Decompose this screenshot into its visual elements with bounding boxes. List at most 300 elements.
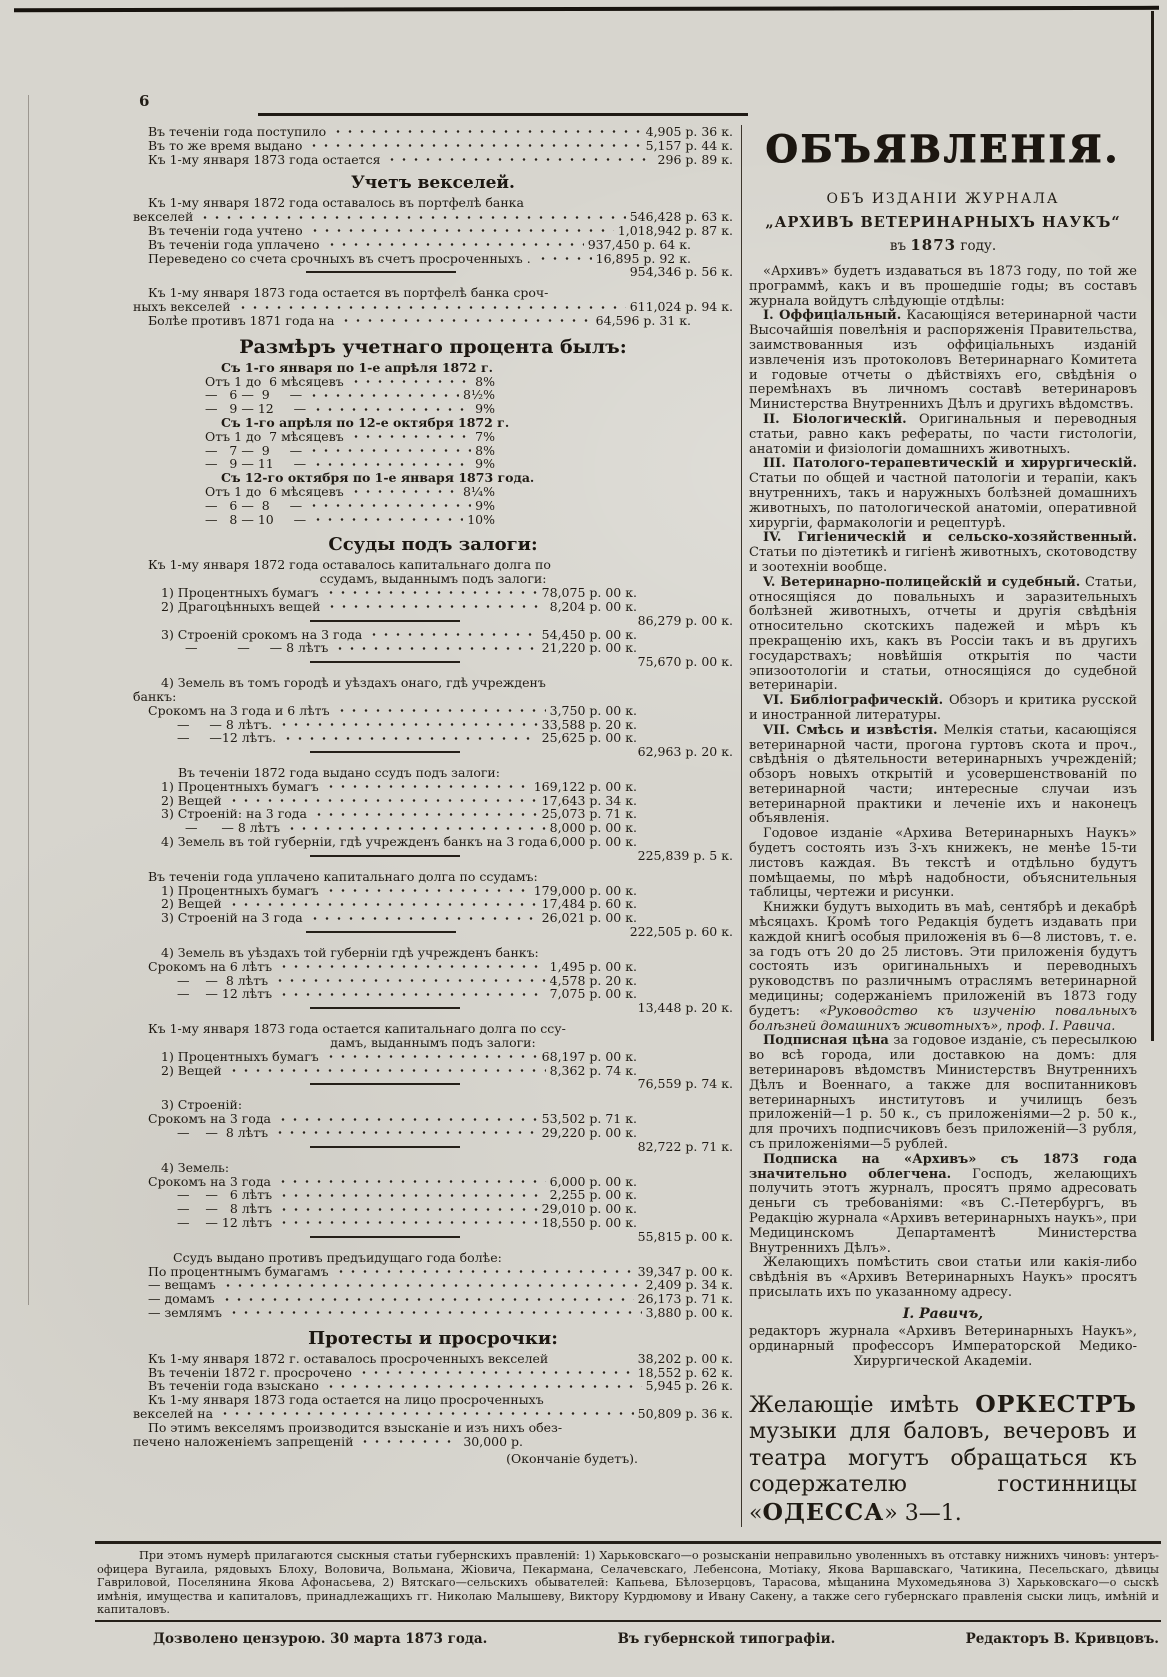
dot-leader [226,1307,642,1318]
ledger-row [133,1188,733,1202]
announcement-paragraph [749,694,1137,724]
ledger-row [133,821,733,835]
ledger-row-amount: 53,502 р. 71 к. [541,1111,637,1127]
ledger-row [133,1379,733,1393]
ledger-row-amount: 17,484 р. 60 к. [541,896,637,912]
dot-leader [333,1266,634,1277]
imprint-line [95,1631,1161,1647]
ledger-row-label: Въ теченіи 1872 г. просрочено [148,1364,352,1380]
dot-leader [338,315,591,326]
ledger-row [133,1265,733,1279]
ledger-row-label: 3) Строеній срокомъ на 3 года [161,626,363,642]
ledger-row-amount: 3,750 р. 00 к. [549,702,637,718]
total-amount: 954,346 р. 56 к. [629,264,733,280]
ledger-row [133,430,733,444]
paragraph-text: за годовое изданіе, съ пересылкою во всѣ города, или доставкою на домъ: для ветеринаровъ вѣдомствъ Министерствъ Внутреннихъ Дѣлъ и Военнаго, а также для воспитанниковъ ветеринарныхъ институтовъ и училищъ безъ приложеній—1 р. 50 к., съ приложеніями—2 р. 50 к., для прочихъ подписчиковъ безъ приложеній—3 рубля, съ приложеніями—5 рублей. [749,1033,1137,1153]
ledger-row-label: Срокомъ на 6 лѣтъ [148,958,273,974]
announcement-paragraph [749,1034,1137,1152]
ledger-row [133,300,733,314]
dot-leader [275,1114,538,1125]
ledger-row-amount: 5,945 р. 26 к. [645,1378,733,1394]
ledger-row-amount: 4,578 р. 20 к. [549,972,637,988]
dot-leader [323,1051,538,1062]
ledger-row [133,586,733,600]
dot-leader [384,154,653,165]
orchestra-ad-text-3: » 3—1. [884,1500,962,1526]
dot-leader [226,1065,546,1076]
ledger-row-label: — землямъ [148,1305,222,1320]
ledger-row [133,1292,733,1306]
paragraph-text: Мелкія статьи, касающіяся ветеринарной части, прогона гуртовъ скота и проч., свѣдѣнія о дѣятельности ветеринарныхъ учрежденій; обзоръ новыхъ открытій и усовершенствованій по ветеринарной части; интересные случаи изъ ветеринарной практики и леченіе ихъ и наконецъ объявленія. [749,722,1137,827]
announcement-paragraphs [749,265,1137,1301]
appendix-note: При этомъ нумерѣ прилагаются сыскныя статьи губернскихъ правленій: 1) Харьковскаго—о розысканіи неправильно уволенныхъ въ отставку нижнихъ чиновъ: унтеръ-офицера Вугаила, рядовыхъ Блоху, Воловича, Вольмана, Жіовича, Пекармана, Селачевскаго, Лебенсона, Мотіаку, Якова Варшавскаго, Чатикина, Песельскаго, дѣвицы Гавриловой, Поселянина Якова Афонасьева, 2) Вятскаго—сельскихъ обывателей: Капьева, Бѣлозерцовъ, Тарасова, мѣщанина Мухомедьянова 3) Харьковскаго—о сыскѣ имѣнія, имущества и капиталовъ, принадлежащихъ гг. Николаю Малышеву, Виктору Курдюмову и Ивану Сакену, а также сего губернскаго правленія сыски лицъ, имѣній и капиталовъ. [97,1549,1159,1616]
ledger-row [133,224,733,238]
ledger-text-line: Съ 12-го октября по 1-е января 1873 года. [221,470,535,486]
ledger-text-line: Съ 1-го апрѣля по 12-е октября 1872 г. [221,414,510,430]
ledger-row-amount: 68,197 р. 00 к. [541,1048,637,1064]
ledger-row-label: векселей [133,209,194,225]
ledger-row-label: — 8 — 10 — [205,511,307,527]
ledger-row [133,628,733,642]
ledger-row-label: 3) Строеній на 3 года [161,910,303,926]
ledger-text-line: Къ 1-му января 1872 года оставалось въ портфелѣ банка [148,195,524,211]
page-footer [95,1541,1161,1647]
ledger-row-amount: 9% [475,456,495,472]
ledger-row-amount: 78,075 р. 00 к. [541,584,637,600]
footer-rule-top [95,1541,1161,1544]
dot-leader [220,1280,642,1291]
ledger-row [133,485,733,499]
ledger-row [133,1126,733,1140]
ledger-row-label: — 9 — 11 — [205,456,307,472]
ledger-row-label: — 6 — 9 — [205,387,303,403]
ledger-row-amount: 64,596 р. 31 к. [595,312,691,328]
ledger-row-label: 1) Процентныхъ бумагъ [161,1048,319,1064]
dot-leader [276,1190,546,1201]
dot-leader [356,1367,634,1378]
ledger-total-row [133,745,733,759]
orchestra-ad-text-1: Желающіе имѣть [749,1392,976,1418]
ledger-total-row [133,925,733,939]
ledger-row [133,1216,733,1230]
ledger-row-label: Срокомъ на 3 года [148,1111,271,1127]
ledger-row-label: — — 8 лѣтъ [177,1201,273,1217]
orchestra-ad-text-2: музыки для баловъ, вечеровъ и театра могутъ обращаться къ содержателю гостинницы « [749,1419,1137,1526]
ledger-row [133,125,733,139]
ledger-row-amount: 26,173 р. 71 к. [637,1291,733,1307]
ledger-row-amount: 29,010 р. 00 к. [541,1201,637,1217]
sum-rule [310,751,460,753]
paragraph-text: Касающіяся ветеринарной части Высочайшія повелѣнія и распоряженія Правительства, заимствованныя изъ оффиціальныхъ изданій извлеченія изъ протоколовъ Ветеринарнаго Комитета и годовые отчеты о дѣйствіяхъ его, свѣдѣнія о перемѣнахъ въ личномъ составѣ ветеринаровъ Министерства Внутреннихъ Дѣлъ и другихъ вѣдомствъ. [749,308,1138,413]
ledger-row-label: 1) Процентныхъ бумагъ [161,778,319,794]
ledger-row-label: печено наложеніемъ запрещеній [133,1433,354,1449]
dot-leader [324,239,584,250]
ledger-row-label: — домамъ [148,1291,215,1307]
dot-leader [310,404,471,415]
ledger-row-amount: 8¼% [463,483,495,499]
dot-leader [197,212,625,223]
ledger-row-label: — — 6 лѣтъ [177,1187,273,1203]
paragraph-text: Статьи, относящіяся до повальныхъ и заразительныхъ болѣзней животныхъ, отчеты и другія свѣдѣнія относительно скотскихъ падежей и мѣръ къ прекращенію ихъ, какъ въ Россіи такъ и въ другихъ государствахъ; новѣйшія открытія по части эпизоотологіи и статьи, относящіяся до судебной ветеринаріи. [749,574,1137,694]
ledger-row [133,139,733,153]
announcement-paragraph [749,265,1137,309]
paragraph-lead: I. Оффиціальный. [763,308,902,324]
ledger-row-label: Отъ 1 до 6 мѣсяцевъ [205,483,344,499]
ledger-row-amount: 2,255 р. 00 к. [549,1187,637,1203]
ledger-row [133,974,733,988]
ledger-text-line: Къ 1-му января 1872 года оставалось капитальнаго долга по [148,557,551,573]
orchestra-ad-bold-odessa: ОДЕССА [762,1497,885,1526]
ledger-row-amount: 937,450 р. 64 к. [587,236,691,252]
section-heading: Протесты и просрочки: [308,1327,558,1349]
censor-line: Дозволено цензурою. 30 марта 1873 года. [153,1631,488,1648]
paragraph-lead: Подписка на «Архивъ» съ 1873 года значительно облегчена. [749,1151,1137,1182]
dot-leader [334,705,546,716]
ledger-row [133,444,733,458]
ledger-row-label: 3) Строеній: на 3 года [161,806,307,822]
ledger-total-row [133,265,733,279]
ledger-text-line: Ссудъ выдано противъ предъидущаго года болѣе: [173,1249,502,1265]
ledger-total-row [133,1140,733,1154]
ledger-text-line: По этимъ векселямъ производится взысканіе и изъ нихъ обез- [148,1419,563,1435]
ledger-row-label: Отъ 1 до 6 мѣсяцевъ [205,373,344,389]
ledger-row [133,600,733,614]
ledger-row [133,238,733,252]
paragraph-lead: VI. Библіографическій. [763,693,944,709]
paragraph-lead: IV. Гигіеническій и сельско-хозяйственный. [763,530,1137,546]
dot-leader [348,376,471,387]
ledger-row-label: — —12 лѣтъ. [177,730,277,746]
ledger-row [133,1435,733,1449]
ledger-text-line: Къ 1-му января 1873 года остается капитальнаго долга по ссу- [148,1021,566,1037]
ledger-row [133,807,733,821]
ledger-row-amount: 546,428 р. 63 к. [629,209,733,225]
sum-rule [310,620,460,622]
ledger-text-line: Къ 1-му января 1873 года остается въ портфелѣ банка сроч- [148,285,549,301]
ledger-row-label: — 6 — 8 — [205,497,303,513]
total-amount: 225,839 р. 5 к. [637,847,733,863]
ledger-row-label: 1) Процентныхъ бумагъ [161,882,319,898]
ledger-row-label: — 7 — 9 — [205,442,303,458]
sum-rule [306,271,456,273]
paragraph-text: Господъ, желающихъ получить этотъ журналъ, просятъ прямо адресовать деньги съ требованіями: «въ С.-Петербургъ, въ Редакцію журнала «Архивъ ветеринарныхъ наукъ», при Медицинскомъ Департаментѣ Министерства Внутреннихъ Дѣлъ». [749,1166,1137,1256]
ledger-row-amount: 25,073 р. 71 к. [541,806,637,822]
ledger-text-line: Къ 1-му января 1873 года остается на лицо просроченныхъ [148,1392,544,1408]
dot-leader [280,733,538,744]
ledger-row [133,731,733,745]
ledger-row-amount: 8,000 р. 00 к. [549,820,637,836]
ledger-row [133,1064,733,1078]
ledger-row-label: Къ 1-му января 1873 года остается [148,151,381,167]
dot-leader [348,486,459,497]
announcement-paragraph [749,531,1137,575]
printer-line: Въ губернской типографіи. [617,1631,836,1648]
ledger-row [133,457,733,471]
total-amount: 82,722 р. 71 к. [637,1138,733,1154]
paragraph-text: Книжки будутъ выходить въ маѣ, сентябрѣ и декабрѣ мѣсяцахъ. Кромѣ того Редакція будетъ издавать при каждой книгѣ особыя приложенія въ 6—8 листовъ, т. е. за годъ отъ 20 до 25 листовъ. Эти приложенія будутъ состоять изъ оригинальныхъ и переводныхъ руководствъ по различнымъ отраслямъ ветеринарной медицины; содержаніемъ приложеній въ 1873 году будетъ: [749,900,1137,1019]
ledger-total-row [133,849,733,863]
dot-leader [306,445,471,456]
section-heading: Размѣръ учетнаго процента былъ: [239,335,627,358]
ledger-row [133,704,733,718]
paragraph-text: Статьи по діэтетикѣ и гигіенѣ животныхъ, скотоводству и зоотехніи вообще. [749,545,1137,575]
dot-leader [311,809,538,820]
ledger-row-label: Переведено со счета срочныхъ въ счетъ просроченныхъ . [148,250,531,266]
paragraph-text: Обзоръ и критика русской и иностранной литературы. [749,693,1137,723]
ledger-row-amount: 7% [475,428,495,444]
ledger-row [133,210,733,224]
ledger-row-amount: 5,157 р. 44 к. [645,137,733,153]
ledger-row-label: — — 8 лѣтъ [177,1125,269,1141]
announcements-title: ОБЪЯВЛЕНІЯ. [765,127,1121,171]
total-amount: 13,448 р. 20 к. [637,1000,733,1016]
ledger-row [133,1202,733,1216]
ledger-row-label: Болѣе противъ 1871 года на [148,312,335,328]
dot-leader [235,302,626,313]
dot-leader [307,913,538,924]
ledger-row-amount: 169,122 р. 00 к. [533,778,637,794]
paragraph-lead: V. Ветеринарно-полицейскій и судебный. [763,574,1081,590]
paragraph-italic: «Руководство къ изученію повальныхъ болѣзней домашнихъ животныхъ», проф. І. Равича. [749,1003,1137,1034]
ledger-row-label: — — 12 лѣтъ [177,986,273,1002]
ledger-row [133,794,733,808]
orchestra-ad-bold-orkestr: ОРКЕСТРЪ [975,1389,1137,1418]
ledger-text-line: Въ теченіи 1872 года выдано ссудъ подъ залоги: [178,765,500,781]
ledger-row [133,402,733,416]
ledger-row [133,987,733,1001]
total-amount: 55,815 р. 00 к. [637,1228,733,1244]
paragraph-text: Статьи по общей и частной патологіи и терапіи, какъ внутреннихъ, такъ и наружныхъ болѣзней домашнихъ животныхъ, по патологической анатоміи, оперативной хирургіи, фармакологіи и рецептурѣ. [749,471,1137,531]
ledger-row-label: Къ 1-му января 1872 г. оставалось просроченныхъ векселей [148,1350,549,1366]
total-amount: 222,505 р. 60 к. [629,924,733,940]
ledger-row-amount: 8,204 р. 00 к. [549,598,637,614]
ledger-row-amount: 179,000 р. 00 к. [533,882,637,898]
signature-title: редакторъ журнала «Архивъ Ветеринарныхъ Наукъ», ординарный профессоръ Императорской Медико-Хирургической Академіи. [749,1323,1137,1369]
ledger-row-amount: 17,643 р. 34 к. [541,792,637,808]
ledger-row-amount: 16,895 р. 92 к. [595,250,691,266]
paragraph-lead: II. Біологическій. [763,411,907,427]
ledger-row-label: Срокомъ на 3 года и 6 лѣтъ [148,702,330,718]
announcement-paragraph [749,901,1137,1034]
ledger-row-amount: 38,202 р. 00 к. [637,1350,733,1366]
paragraph-text: Годовое изданіе «Архива Ветеринарныхъ Наукъ» будетъ состоять изъ 3-хъ книжекъ, не менѣе 15-ти листовъ каждая. Въ текстѣ и отдѣльно будутъ помѣщаемы, по мѣрѣ надобности, объяснительныя таблицы, чертежи и рисунки. [749,826,1137,901]
ledger-row-amount: 4,905 р. 36 к. [645,124,733,139]
total-amount: 75,670 р. 00 к. [637,654,733,670]
ledger-row-label: векселей на [133,1405,214,1421]
ledger-row [133,1352,733,1366]
ledger-row-amount: 7,075 р. 00 к. [549,986,637,1002]
ledger-row [133,1050,733,1064]
announcement-paragraph [749,1153,1137,1257]
dot-leader [310,459,471,470]
announcement-paragraph [749,827,1137,901]
ledger-row-label: 2) Вещей [161,792,222,808]
dot-leader [366,629,537,640]
dot-leader [226,795,538,806]
scan-edge-top [14,6,1159,12]
journal-year-pre: въ [889,238,911,254]
ledger-row-amount: 21,220 р. 00 к. [541,640,637,656]
announcements-column [749,125,1137,1527]
ledger-row-label: Въ теченіи года взыскано [148,1378,319,1394]
ledger-row-amount: 33,588 р. 20 к. [541,716,637,732]
journal-year: 1873 [910,236,957,254]
dot-leader [275,1176,546,1187]
ledger-row [133,499,733,513]
ledger-row-label: 2) Вещей [161,1062,222,1078]
dot-leader [324,601,545,612]
scan-edge-right [1151,11,1154,1041]
ledger-row [133,513,733,527]
ledger-text-line: 4) Земель въ томъ городѣ и уѣздахъ онаго, гдѣ учрежденъ [161,675,546,691]
ledger-row-label: — — 8 лѣтъ [177,972,269,988]
dot-leader [272,1127,538,1138]
scan-edge-left [28,95,29,1305]
sum-rule [310,1007,460,1009]
ledger-row [133,388,733,402]
paragraph-text: Желающихъ помѣстить свои статьи или какія-либо свѣдѣнія въ «Архивъ Ветеринарныхъ Наукъ» просятъ присылать ихъ по указанному адресу. [749,1255,1137,1300]
ledger-row-amount: 50,809 р. 36 к. [637,1405,733,1421]
ledger-row-amount: 25,625 р. 00 к. [541,730,637,746]
ledger-text-line: 4) Земель: [161,1159,230,1175]
sum-rule [310,855,460,857]
ledger-row-amount: 18,550 р. 00 к. [541,1215,637,1231]
dot-leader [307,225,614,236]
ledger-row-amount: 296 р. 89 к. [657,151,733,167]
dot-leader [323,781,530,792]
ledger-row [133,314,733,328]
ledger-row-amount: 8½% [463,387,495,403]
sum-rule [310,1236,460,1238]
dot-leader [357,1436,459,1447]
ledger-total-row [133,1001,733,1015]
ledger-row-label: — — 8 лѣтъ. [177,716,273,732]
ledger-total-row [133,655,733,669]
ledger-row [133,835,733,849]
ledger-row [133,153,733,167]
ledger-row [133,1278,733,1292]
ledger-row-label: По процентнымъ бумагамъ [148,1263,329,1279]
dot-leader [323,1381,642,1392]
ledger-text-line: Въ теченіи года уплачено капитальнаго долга по ссудамъ: [148,868,538,884]
ledger-row-amount: 2,409 р. 34 к. [645,1277,733,1293]
ledger-row-label: Въ то же время выдано [148,137,303,153]
signature-name: І. Равичъ, [902,1305,984,1322]
ledger-row-amount: 3,880 р. 00 к. [645,1305,733,1320]
announcement-paragraph [749,1256,1137,1300]
sum-rule [306,931,456,933]
announcement-paragraph [749,457,1137,531]
ledger-text-line: ссудамъ, выданнымъ подъ залоги: [319,571,547,587]
ledger-row-label: — вещамъ [148,1277,216,1293]
section-heading: Учетъ векселей. [351,173,515,194]
ledger-row-label: ныхъ векселей [133,299,231,315]
sum-rule [310,1083,460,1085]
total-amount: 86,279 р. 00 к. [637,612,733,628]
ledger-row-amount: 10% [467,511,495,527]
ledger-row-amount: 29,220 р. 00 к. [541,1125,637,1141]
dot-leader [306,390,459,401]
ledger-row-amount: 1,018,942 р. 87 к. [617,222,733,238]
ledger-row-label: 1) Процентныхъ бумагъ [161,584,319,600]
ledger-row-amount: 8% [475,442,495,458]
announcement-paragraph [749,413,1137,457]
ledger-row-amount: 8% [475,373,495,389]
dot-leader [284,823,546,834]
dot-leader [276,1204,538,1215]
total-amount: 62,963 р. 20 к. [637,744,733,760]
dot-leader [348,431,471,442]
dot-leader [332,643,537,654]
journal-header-line1: ОБЪ ИЗДАНІИ ЖУРНАЛА [826,191,1060,207]
section-heading: Ссуды подъ залоги: [328,534,538,556]
ledger-row [133,897,733,911]
sum-rule [310,1146,460,1148]
dot-leader [306,140,641,151]
ledger-row-amount: 1,495 р. 00 к. [549,958,637,974]
journal-year-post: году. [956,238,997,254]
page-content [97,92,1159,1648]
dot-leader [310,514,463,525]
ledger-row [133,884,733,898]
ledger-row-amount: 26,021 р. 00 к. [541,910,637,926]
ledger-row-amount: 6,000 р. 00 к. [549,1173,637,1189]
footer-rule-bottom [95,1620,1161,1622]
dot-leader [323,885,530,896]
dot-leader [276,989,546,1000]
top-rule [258,113,748,116]
total-amount: 76,559 р. 74 к. [637,1076,733,1092]
ledger-row-label: — — 12 лѣтъ [177,1215,273,1231]
dot-leader [219,1294,634,1305]
ledger-row-label: — — — 8 лѣтъ [185,640,329,656]
ledger-text-line: 4) Земель въ уѣздахъ той губерніи гдѣ учрежденъ банкъ: [161,945,539,961]
dot-leader [272,975,546,986]
journal-header-line2: „АРХИВЪ ВЕТЕРИНАРНЫХЪ НАУКЪ“ [765,214,1121,231]
paragraph-text: «Архивъ» будетъ издаваться въ 1873 году, по той же программѣ, какъ и въ прошедшіе годы; въ составъ журнала войдутъ слѣдующіе отдѣлы: [749,264,1137,309]
ledger-text-line: 3) Строеній: [161,1097,243,1113]
ledger-row-label: 2) Вещей [161,896,222,912]
ledger-row-label: — — 8 лѣтъ [185,820,281,836]
ledger-row-amount: 8,362 р. 74 к. [549,1062,637,1078]
ledger-text-line: дамъ, выданнымъ подъ залоги: [330,1035,536,1051]
ledger-row-label: — 9 — 12 — [205,401,307,417]
dot-leader [535,253,592,264]
ledger-row [133,960,733,974]
dot-leader [306,500,471,511]
paragraph-lead: Подписная цѣна [763,1033,889,1049]
ledger-row [133,1366,733,1380]
dot-leader [330,126,641,137]
ledger-row-label: 4) Земель въ той губерніи, гдѣ учрежденъ банкъ на 3 года [161,834,548,850]
ledger-row-label: Срокомъ на 3 года [148,1173,271,1189]
announcement-paragraph [749,576,1137,694]
ledger-row-amount: 611,024 р. 94 к. [629,299,733,315]
dot-leader [276,1217,538,1228]
ledger-row-amount: 9% [475,497,495,513]
announcement-paragraph [749,309,1137,413]
ledger-row-label: Отъ 1 до 7 мѣсяцевъ [205,428,344,444]
ledger-row-label: Въ теченіи года уплачено [148,236,320,252]
ledger-total-row [133,1077,733,1091]
dot-leader [323,587,538,598]
ledger-row [133,1306,733,1320]
dot-leader [276,961,546,972]
ledger-row-amount: 18,552 р. 62 к. [637,1364,733,1380]
ledger-row-label: Въ теченіи года учтено [148,222,303,238]
ledger-text-line: банкъ: [133,688,177,704]
announcement-paragraph [749,724,1137,828]
